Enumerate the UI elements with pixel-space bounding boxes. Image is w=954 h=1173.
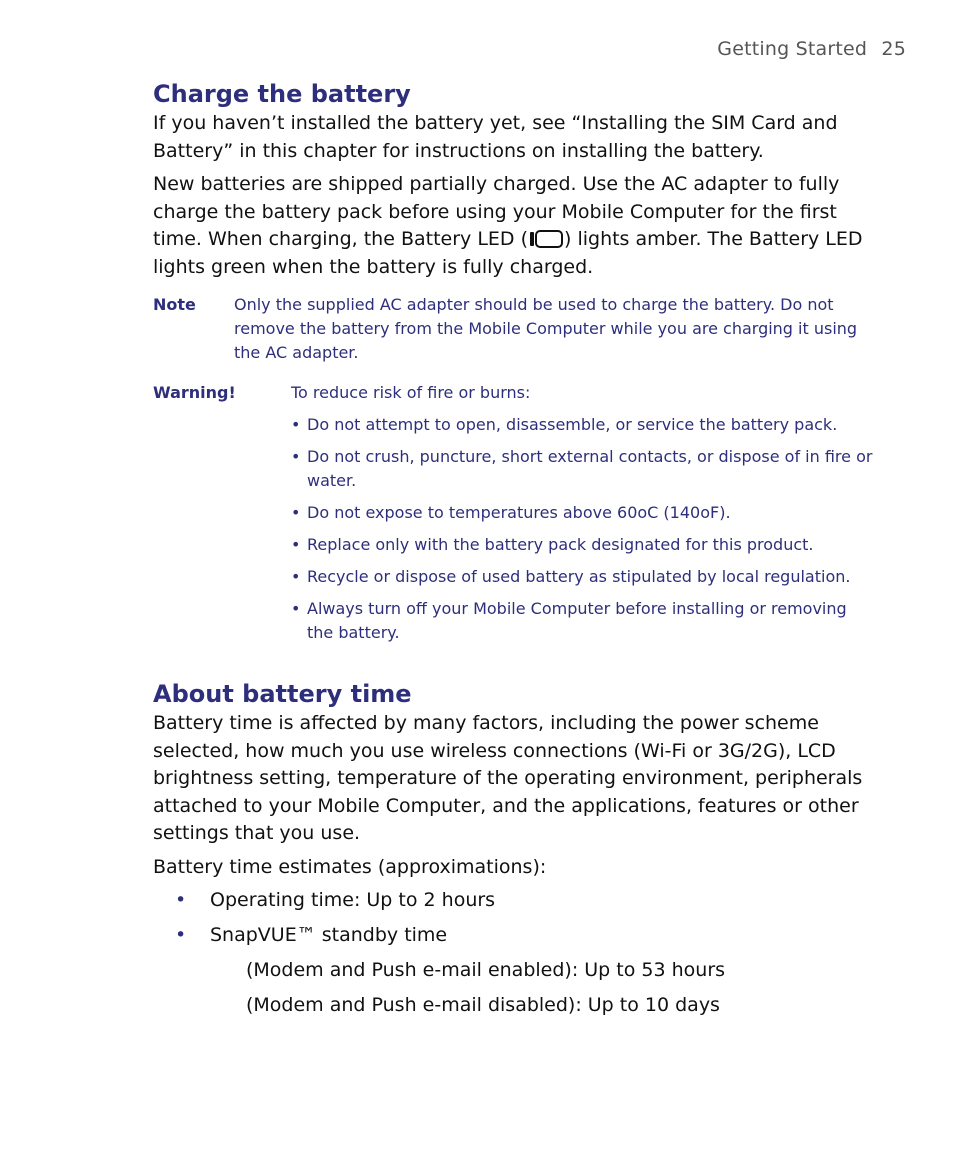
- warning-item: [291, 445, 873, 493]
- warning-item-text: Replace only with the battery pack designated for this product.: [307, 535, 814, 554]
- bullet-icon: •: [291, 447, 301, 466]
- warning-item-text: Do not crush, puncture, short external contacts, or dispose of in fire or water.: [307, 447, 873, 490]
- estimate-item-text: Operating time: Up to 2 hours: [210, 889, 496, 911]
- warning-item-text: Do not expose to temperatures above 60oC (140oF).: [307, 503, 731, 522]
- bullet-icon: •: [291, 567, 301, 586]
- bullet-icon: •: [291, 535, 301, 554]
- about-para-1: Battery time is affected by many factors, including the power scheme selected, how much you use wireless connections (Wi-Fi or 3G/2G), LCD brightness setting, temperature of the operating environment, peripherals attached to your Mobile Computer, and the applications, features or other settings that you use.: [153, 712, 863, 844]
- standby-detail: (Modem and Push e-mail enabled): Up to 53 hours: [246, 959, 726, 981]
- bullet-icon: •: [175, 889, 187, 911]
- charge-para-2-start: New batteries are shipped partially charged. Use the AC adapter to fully charge the battery pack before using your Mobile Computer for the first time. When charging, the Battery LED (: [153, 173, 840, 250]
- charge-para-2-end: ) lights amber. The Battery LED lights green when the battery is fully charged.: [153, 228, 863, 278]
- estimate-item: [153, 922, 873, 949]
- estimate-item-text: SnapVUE™ standby time: [210, 924, 448, 946]
- warning-item: [291, 413, 873, 437]
- bullet-icon: •: [175, 924, 187, 946]
- about-section: [153, 678, 873, 1019]
- note-label: Note: [153, 295, 196, 314]
- about-heading: About battery time: [153, 680, 412, 708]
- warning-item: [291, 565, 873, 589]
- bullet-icon: •: [291, 415, 301, 434]
- warning-item: [291, 501, 873, 525]
- section-title: Getting Started: [717, 38, 868, 60]
- warning-item-text: Always turn off your Mobile Computer before installing or removing the battery.: [307, 599, 847, 642]
- note-text: Only the supplied AC adapter should be used to charge the battery. Do not remove the battery from the Mobile Computer while you are charging it using the AC adapter.: [234, 295, 858, 362]
- warning-item: [291, 533, 873, 557]
- warning-item-text: Recycle or dispose of used battery as stipulated by local regulation.: [307, 567, 851, 586]
- bullet-icon: •: [291, 599, 301, 618]
- estimates-list: [153, 887, 873, 1019]
- warning-item: [291, 597, 873, 645]
- charge-para-2: [153, 171, 873, 281]
- page-content: [153, 78, 873, 1027]
- note-block: [153, 293, 873, 365]
- bullet-icon: •: [291, 503, 301, 522]
- warning-intro: To reduce risk of fire or burns:: [291, 383, 531, 402]
- warning-label: Warning!: [153, 383, 236, 402]
- warning-body: [291, 381, 873, 653]
- charge-heading: Charge the battery: [153, 80, 411, 108]
- warning-list: [291, 413, 873, 645]
- estimates-intro: Battery time estimates (approximations):: [153, 855, 547, 878]
- warning-block: [153, 381, 873, 653]
- estimate-item: [153, 887, 873, 914]
- standby-detail: (Modem and Push e-mail disabled): Up to 10 days: [246, 994, 720, 1016]
- battery-led-icon: [529, 229, 563, 247]
- page-number: 25: [881, 38, 906, 60]
- charge-para-1: If you haven’t installed the battery yet, see “Installing the SIM Card and Battery” in this chapter for instructions on installing the battery.: [153, 112, 838, 162]
- warning-item-text: Do not attempt to open, disassemble, or service the battery pack.: [307, 415, 838, 434]
- running-head: [717, 38, 906, 60]
